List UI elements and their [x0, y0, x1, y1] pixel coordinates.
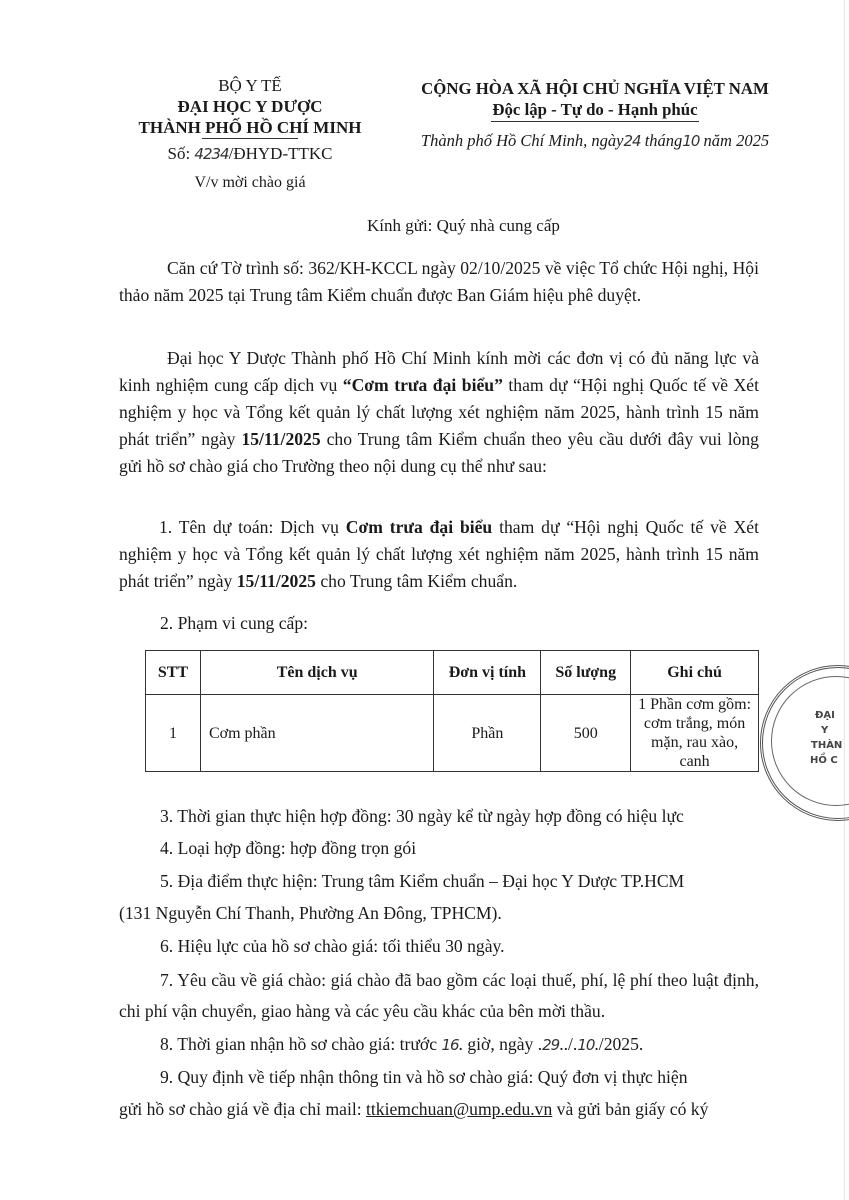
header-left — [110, 75, 390, 193]
item-8-submission-deadline: 8. Thời gian nhận hồ sơ chào giá: trước 16. giờ, ngày .29../.10./2025. — [160, 1034, 644, 1054]
col-header-quantity: Số lượng — [541, 651, 631, 695]
motto: Độc lập - Tự do - Hạnh phúc — [492, 100, 698, 119]
item-9-submission-rules-line2: gửi hồ sơ chào giá về địa chỉ mail: ttkiemchuan@ump.edu.vn và gửi bản giấy có ký — [119, 1099, 709, 1119]
item-3-contract-duration: 3. Thời gian thực hiện hợp đồng: 30 ngày kể từ ngày hợp đồng có hiệu lực — [160, 806, 684, 826]
document-subject: V/v mời chào giá — [194, 174, 306, 191]
contact-email-link[interactable]: ttkiemchuan@ump.edu.vn — [366, 1099, 553, 1119]
ministry-name: BỘ Y TẾ — [218, 76, 282, 95]
salutation: Kính gửi: Quý nhà cung cấp — [367, 216, 560, 235]
cell-unit: Phần — [434, 695, 541, 772]
cell-stt: 1 — [146, 695, 201, 772]
item-2-scope: 2. Phạm vi cung cấp: — [160, 613, 309, 633]
item-6-quote-validity: 6. Hiệu lực của hồ sơ chào giá: tối thiểu 30 ngày. — [160, 936, 505, 956]
service-name: “Cơm trưa đại biểu” — [342, 375, 503, 395]
university-name-line1: ĐẠI HỌC Y DƯỢC — [177, 97, 323, 116]
cell-note: 1 Phần cơm gồm: cơm trắng, món mặn, rau xào, canh — [631, 695, 759, 772]
item-5-location-line1: 5. Địa điểm thực hiện: Trung tâm Kiểm chuẩn – Đại học Y Dược TP.HCM — [160, 871, 685, 891]
scan-edge — [844, 0, 845, 1200]
handwritten-month: 10 — [682, 132, 700, 150]
item-4-contract-type: 4. Loại hợp đồng: hợp đồng trọn gói — [160, 838, 417, 858]
event-date: 15/11/2025 — [241, 429, 321, 449]
col-header-unit: Đơn vị tính — [434, 651, 541, 695]
country-name: CỘNG HÒA XÃ HỘI CHỦ NGHĨA VIỆT NAM — [421, 79, 769, 98]
cell-service-name: Cơm phần — [200, 695, 434, 772]
handwritten-day: 24 — [623, 132, 641, 150]
col-header-service-name: Tên dịch vụ — [200, 651, 434, 695]
basis-paragraph: Căn cứ Tờ trình số: 362/KH-KCCL ngày 02/10/2025 về việc Tổ chức Hội nghị, Hội thảo năm 2025 tại Trung tâm Kiểm chuẩn được Ban Giám hiệu phê duyệt. — [119, 258, 759, 305]
header-left-underline — [202, 138, 298, 139]
item-5-location-line2: (131 Nguyễn Chí Thanh, Phường An Đông, TPHCM). — [119, 903, 502, 923]
invitation-paragraph: Đại học Y Dược Thành phố Hồ Chí Minh kính mời các đơn vị có đủ năng lực và kinh nghiệm cung cấp dịch vụ “Cơm trưa đại biểu” tham dự “Hội nghị Quốc tế về Xét nghiệm y học và Tổng kết quản lý chất lượng xét nghiệm năm 2025, hành trình 15 năm phát triển” ngày 15/11/2025 cho Trung tâm Kiểm chuẩn theo yêu cầu dưới đây vui lòng gửi hồ sơ chào giá cho Trường theo nội dung cụ thể như sau: — [119, 348, 759, 476]
item-7-price-requirements: 7. Yêu cầu về giá chào: giá chào đã bao gồm các loại thuế, phí, lệ phí theo luật định, chi phí vận chuyển, giao hàng và các yêu cầu khác của bên mời thầu. — [119, 970, 759, 1021]
motto-underline — [491, 121, 699, 122]
col-header-stt: STT — [146, 651, 201, 695]
table-header-row — [146, 651, 759, 695]
handwritten-deadline-month: 10 — [577, 1036, 595, 1054]
service-table — [145, 650, 759, 772]
handwritten-hour: 16 — [441, 1036, 459, 1054]
document-number: Số: 4234/ĐHYD-TTKC — [167, 144, 333, 163]
stamp-text: ĐẠI Y THÀN HỒ C — [810, 710, 843, 766]
university-name-line2: THÀNH PHỐ HỒ CHÍ MINH — [138, 118, 362, 137]
table-row — [146, 695, 759, 772]
cell-quantity: 500 — [541, 695, 631, 772]
item-1-estimate-name: 1. Tên dự toán: Dịch vụ Cơm trưa đại biểu tham dự “Hội nghị Quốc tế về Xét nghiệm y học và Tổng kết quản lý chất lượng xét nghiệm năm 2025, hành trình 15 năm phát triển” ngày 15/11/2025 cho Trung tâm Kiểm chuẩn. — [119, 517, 759, 591]
item-9-submission-rules-line1: 9. Quy định về tiếp nhận thông tin và hồ sơ chào giá: Quý đơn vị thực hiện — [160, 1067, 688, 1087]
col-header-note: Ghi chú — [631, 651, 759, 695]
header-right — [408, 78, 782, 151]
document-date: Thành phố Hồ Chí Minh, ngày24 tháng10 năm 2025 — [420, 131, 770, 150]
handwritten-deadline-day: 29 — [542, 1036, 560, 1054]
handwritten-doc-number: 4234 — [194, 145, 229, 163]
